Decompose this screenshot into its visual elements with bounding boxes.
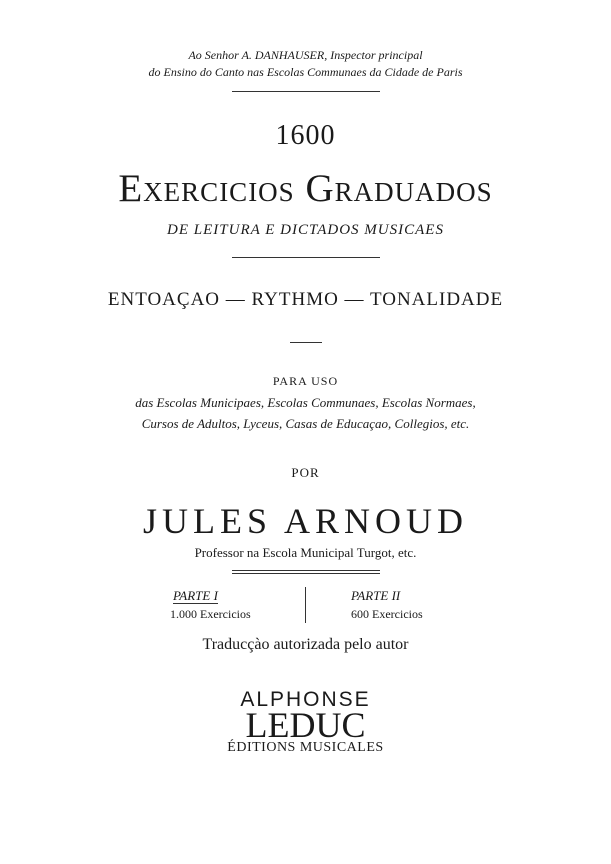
translation-note: Traducçào autorizada pelo autor [202,636,409,653]
parts-divider [305,587,306,623]
part-2-label: PARTE II [351,588,401,603]
part-2-count: 600 Exercicios [351,607,423,621]
publisher-name: LEDUC [245,705,366,745]
part-1-underline [173,603,218,604]
part-1-count: 1.000 Exercicios [170,607,251,621]
publisher-line-3: ÉDITIONS MUSICALES [227,740,384,755]
part-1-label: PARTE I [173,588,218,603]
divider-rule [232,257,380,258]
page-title: Exercicios Graduados [118,167,493,210]
author-by: POR [291,465,320,480]
usage-heading: PARA USO [272,374,339,388]
author-role: Professor na Escola Municipal Turgot, etc. [194,545,417,560]
page-subtitle: DE LEITURA E DICTADOS MUSICAES [167,222,444,238]
exercise-count: 1600 [275,120,336,151]
double-divider-rule-bottom [232,573,380,574]
divider-rule [232,91,380,92]
dedication-line-2: do Ensino do Canto nas Escolas Communaes da Cidade de Paris [148,65,463,79]
author-name: JULES ARNOUD [142,501,469,541]
publisher-line-1: ALPHONSE [240,688,371,711]
topics-line: ENTOAÇAO — RYTHMO — TONALIDADE [107,289,504,310]
dedication-line-1: Ao Senhor A. DANHAUSER, Inspector principal [188,48,423,62]
usage-line-1: das Escolas Municipaes, Escolas Communaes, Escolas Normaes, [135,395,476,410]
usage-line-2: Cursos de Adultos, Lyceus, Casas de Educaçao, Collegios, etc. [141,416,470,431]
double-divider-rule-top [232,570,380,571]
short-divider-rule [290,342,322,343]
